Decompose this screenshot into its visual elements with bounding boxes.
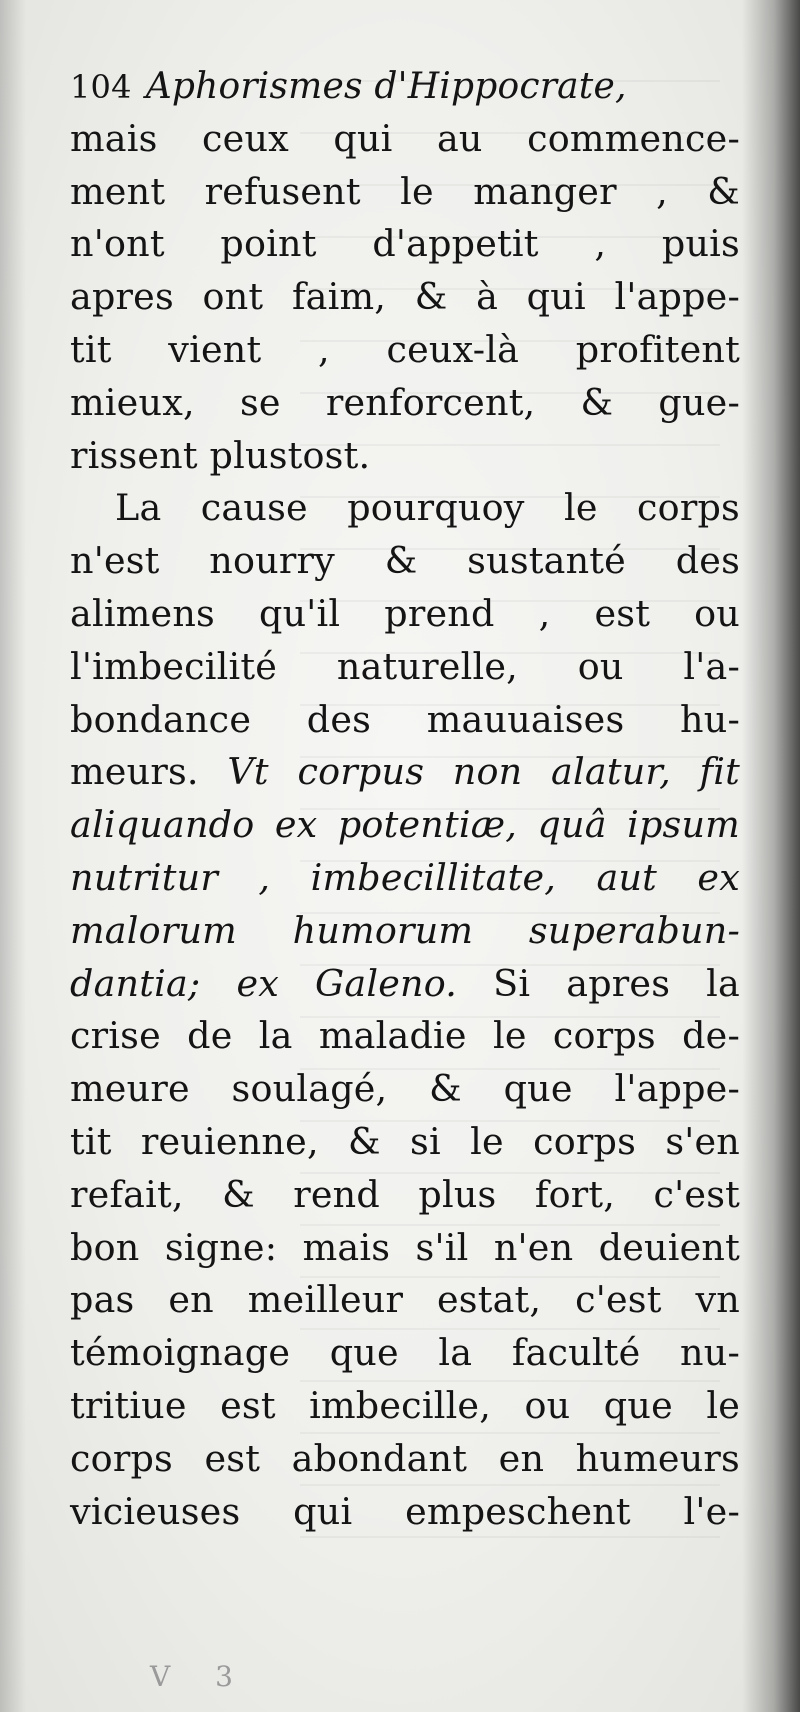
page-text: [70, 60, 740, 1538]
text-segment: mais ceux qui au commence-: [70, 116, 740, 160]
text-line: [70, 1327, 740, 1380]
latin-quotation: malorum humorum superabun-: [70, 908, 740, 952]
text-segment: ment refusent le manger , &: [70, 169, 740, 213]
text-line: [70, 905, 740, 958]
text-segment: pas en meilleur estat, c'est vn: [70, 1278, 740, 1322]
text-segment: meure soulagé, & que l'appe-: [70, 1067, 740, 1111]
running-title: Aphorismes d'Hippocrate,: [145, 66, 627, 107]
text-line: [70, 1433, 740, 1486]
text-segment: meurs.: [70, 750, 228, 794]
text-segment: bondance des mauuaises hu-: [70, 697, 740, 741]
text-line: [70, 324, 740, 377]
text-segment: vicieuses qui empeschent l'e-: [70, 1489, 740, 1533]
text-line: [70, 1274, 740, 1327]
text-line: [70, 166, 740, 219]
text-line: [70, 430, 740, 483]
text-segment: tit vient , ceux-là profitent: [70, 327, 740, 371]
text-segment: n'ont point d'appetit , puis: [70, 222, 740, 266]
text-line: [70, 641, 740, 694]
text-line: [70, 482, 740, 535]
running-header: [70, 60, 740, 113]
text-segment: tritiue est imbecille, ou que le: [70, 1383, 740, 1427]
text-segment: alimens qu'il prend , est ou: [70, 591, 740, 635]
body-text: [70, 113, 740, 1539]
text-line: [70, 271, 740, 324]
text-line: [70, 588, 740, 641]
text-segment: Si apres la: [457, 961, 740, 1005]
text-segment: l'imbecilité naturelle, ou l'a-: [70, 644, 740, 688]
text-segment: refait, & rend plus fort, c'est: [70, 1172, 740, 1216]
text-segment: témoignage que la faculté nu-: [70, 1331, 740, 1375]
latin-quotation: nutritur , imbecillitate, aut ex: [70, 855, 740, 899]
page-gutter-shadow: [742, 0, 800, 1712]
text-line: [70, 694, 740, 747]
text-segment: tit reuienne, & si le corps s'en: [70, 1119, 740, 1163]
page-number: 104: [70, 68, 132, 106]
text-line: [70, 113, 740, 166]
latin-quotation: aliquando ex potentiæ, quâ ipsum: [70, 803, 740, 847]
latin-quotation: Vt corpus non alatur, fit: [227, 750, 740, 794]
text-segment: n'est nourry & sustanté des: [70, 539, 740, 583]
text-segment: corps est abondant en humeurs: [70, 1436, 740, 1480]
text-line: [70, 1169, 740, 1222]
text-line: [70, 852, 740, 905]
text-line: [70, 1222, 740, 1275]
text-line: [70, 799, 740, 852]
signature-mark: V 3: [150, 1660, 251, 1693]
text-line: [70, 1063, 740, 1116]
text-line: [70, 1010, 740, 1063]
text-line: [70, 1116, 740, 1169]
text-line: [70, 746, 740, 799]
text-segment: crise de la maladie le corps de-: [70, 1014, 740, 1058]
text-line: [70, 1380, 740, 1433]
text-segment: apres ont faim, & à qui l'appe-: [70, 275, 740, 319]
text-line: [70, 958, 740, 1011]
text-line: [70, 377, 740, 430]
text-line: [70, 1486, 740, 1539]
page-left-shadow: [0, 0, 26, 1712]
text-segment: rissent plustost.: [70, 433, 371, 477]
text-segment: La cause pourquoy le corps: [115, 486, 740, 530]
latin-quotation: dantia; ex Galeno.: [70, 961, 458, 1005]
text-segment: mieux, se renforcent, & gue-: [70, 380, 740, 424]
text-segment: bon signe: mais s'il n'en deuient: [70, 1225, 740, 1269]
text-line: [70, 218, 740, 271]
text-line: [70, 535, 740, 588]
